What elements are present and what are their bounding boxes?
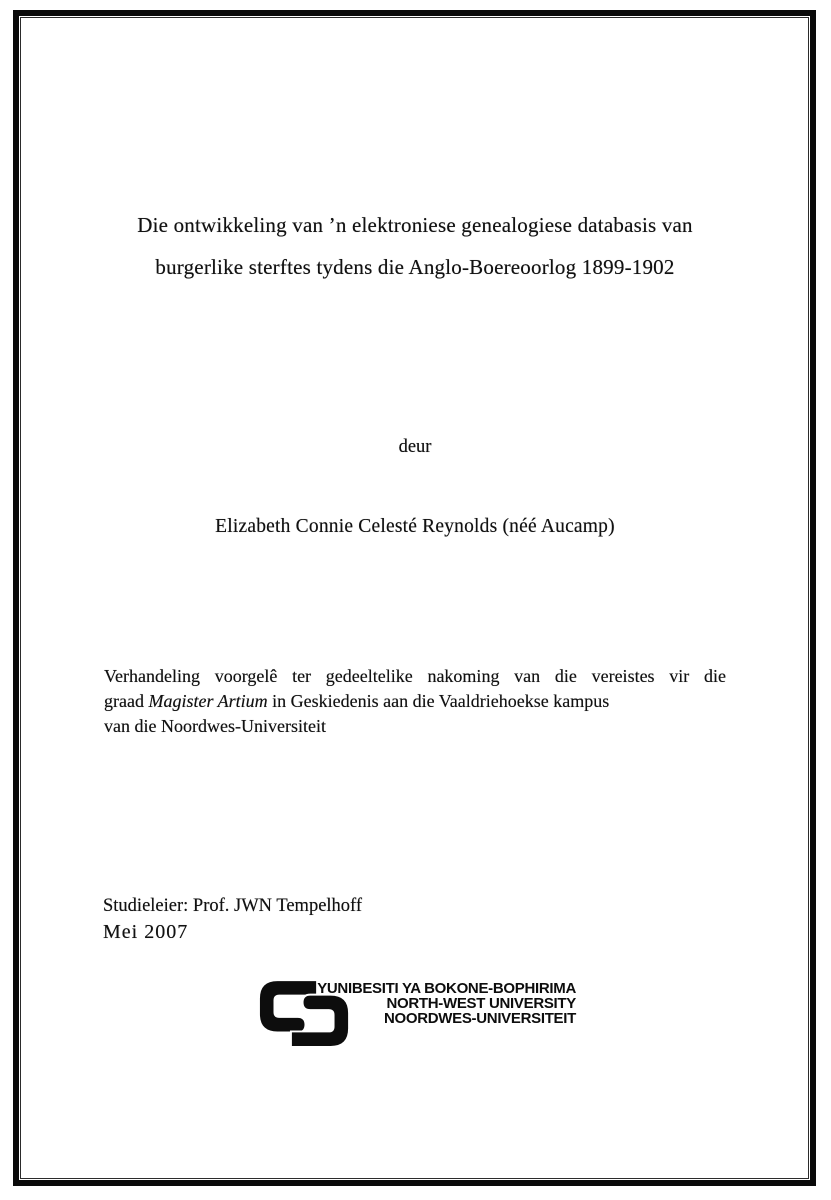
statement-line-1: Verhandeling voorgelê ter gedeeltelike nakoming van die vereistes vir die [104, 666, 726, 686]
author-name: Elizabeth Connie Celesté Reynolds (néé Aucamp) [215, 516, 615, 537]
thesis-title [60, 204, 770, 288]
byline-deur: deur [398, 437, 432, 457]
university-wordmark [316, 981, 576, 1026]
wordmark-line-english: NORTH-WEST UNIVERSITY [386, 995, 576, 1012]
supervisor-block [103, 893, 362, 945]
thesis-title-line-2: burgerlike sterftes tydens die Anglo-Boereoorlog 1899-1902 [155, 255, 675, 279]
thesis-title-line-1: Die ontwikkeling van ’n elektroniese genealogiese databasis van [137, 213, 693, 237]
wordmark-line-afrikaans: NOORDWES-UNIVERSITEIT [383, 1010, 576, 1027]
submission-statement [104, 664, 726, 739]
wordmark-line-setswana: YUNIBESITI YA BOKONE-BOPHIRIMA [317, 980, 576, 997]
statement-line-2 [104, 689, 726, 714]
statement-line-3: van die Noordwes-Universiteit [104, 716, 326, 736]
supervisor-line: Studieleier: Prof. JWN Tempelhoff [103, 896, 363, 916]
statement-degree-suffix: in Geskiedenis aan die Vaaldriehoekse kampus [267, 691, 610, 711]
statement-degree-prefix: graad [104, 691, 149, 711]
degree-name-italic: Magister Artium [148, 691, 268, 711]
date-line: Mei 2007 [103, 921, 189, 943]
